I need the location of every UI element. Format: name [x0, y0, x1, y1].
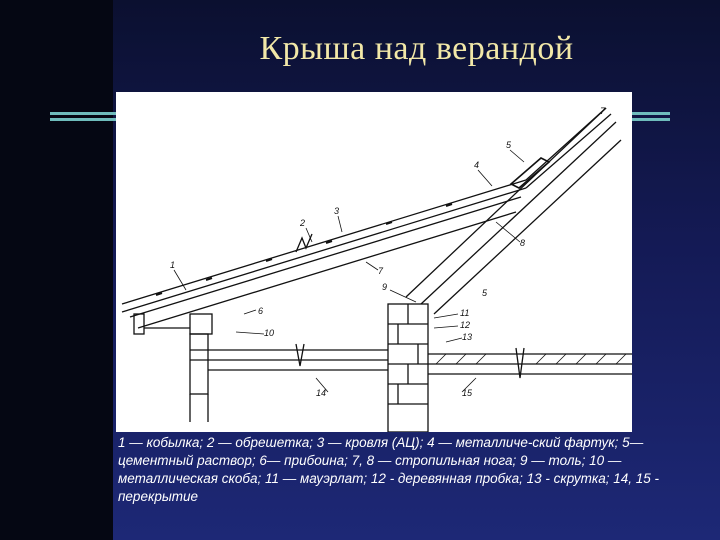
callout-4: 4: [474, 160, 480, 170]
left-dark-band: [0, 0, 113, 540]
veranda-rafter: [122, 180, 526, 328]
callout-5: 5: [506, 140, 512, 150]
callout-9: 9: [382, 282, 388, 292]
slide-title: Крыша над верандой: [259, 30, 574, 67]
callout-11: 11: [460, 308, 470, 318]
callout-8: 8: [520, 238, 526, 248]
callout-5-lower: 5: [482, 288, 488, 298]
callout-14: 14: [316, 388, 327, 398]
callout-1: 1: [170, 260, 176, 270]
callout-13: 13: [462, 332, 473, 342]
callout-3: 3: [334, 206, 340, 216]
main-roof-rafter: [406, 108, 621, 314]
callout-12: 12: [460, 320, 471, 330]
callout-10: 10: [264, 328, 275, 338]
figure-caption: 1 — кобылка; 2 — обрешетка; 3 — кровля (АЦ); 4 — металличе-ский фартук; 5— цементный раствор; 6— прибоина; 7, 8 — стропильная нога; 9 — толь; 10 — металлическая скоба; 11 — мауэрлат; 12 - деревянная пробка; 13 - скрутка; 14, 15 - перекрытие: [118, 435, 659, 504]
callout-7-top: 7: [600, 106, 606, 116]
callout-7: 7: [378, 266, 384, 276]
leader-lines: [174, 150, 524, 392]
brick-wall: [388, 304, 428, 432]
callout-6: 6: [258, 306, 264, 316]
callout-15: 15: [462, 388, 473, 398]
roof-section-drawing: [116, 92, 632, 432]
callout-2: 2: [300, 218, 306, 228]
floor-slab: [190, 344, 632, 378]
slab-hatch: [436, 354, 626, 364]
drawing-svg: [116, 92, 632, 432]
